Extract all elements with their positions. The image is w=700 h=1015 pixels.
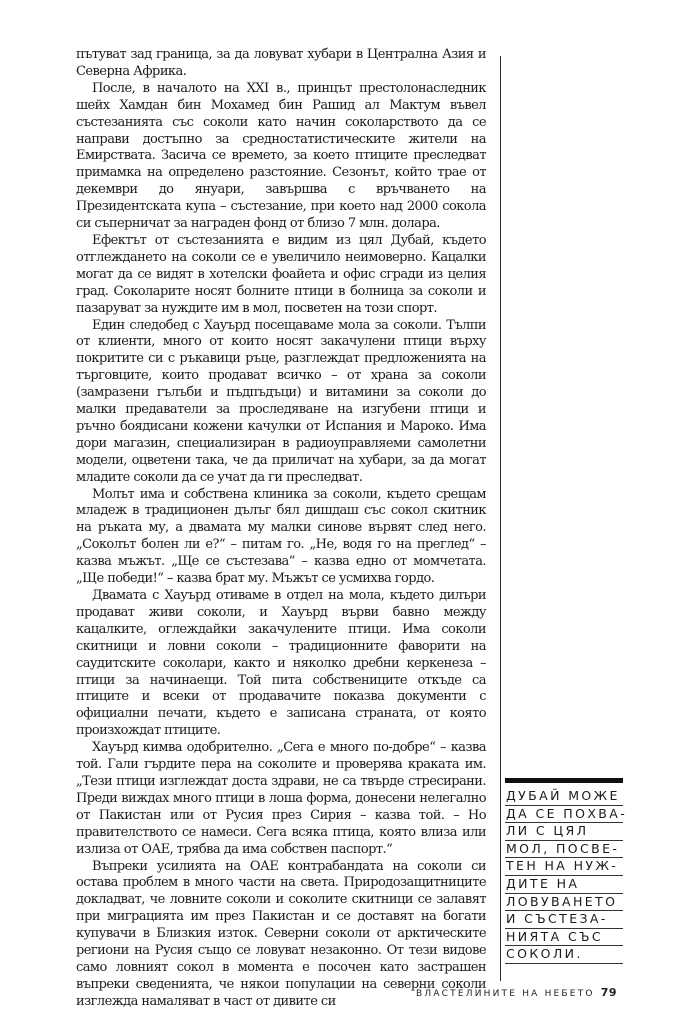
paragraph-2: После, в началото на XXI в., принцът престолонаследник шейх Хамдан бин Мохамед бин Рашид ал Мактум въвел състезанията със соколи като начин соколарството да се направи достъпно за средностатистическите жители на Емирствата. Засича се времето, за което птиците преследват примамка на определено разстояние. Сезонът, който трае от декември до януари, завършва с връчването на Президентската купа – състезание, при което над 2000 сокола си съперничат за награден фонд от близо 7 млн. долара. [76, 80, 486, 232]
paragraph-6: Двамата с Хауърд отиваме в отдел на мола, където дилъри продават живи соколи, и Хауърд върви бавно между кацалките, оглеждайки закачулените птици. Има соколи скитници и ловни соколи – традиционните фаворити на саудитските соколари, както и няколко дребни керкенеза – птици за начинаещи. Той пита собствениците откъде са птиците и всеки от продавачите показва документи с официални печати, където е записана страната, от която произхождат птиците. [76, 588, 486, 739]
running-title: ВЛАСТЕЛИНИТЕ НА НЕБЕТО [415, 989, 595, 999]
pull-quote-line: И СЪСТЕЗА- [505, 911, 623, 929]
article-body [76, 47, 486, 1011]
pull-quote-line: МОЛ, ПОСВЕ- [505, 841, 623, 859]
pull-quote-line: СОКОЛИ. [505, 946, 623, 964]
pull-quote-line: НИЯТА СЪС [505, 929, 623, 947]
paragraph-5: Молът има и собствена клиника за соколи, където срещам младеж в традиционен дълъг бял дишдаш със сокол скитник на ръката му, а двамата му малки синове вървят след него. „Соколът болен ли е?“ – питам го. „Не, водя го на преглед“ – казва мъжът. „Ще се състезава“ – казва едно от момчетата. „Ще победи!“ – казва брат му. Мъжът се усмихва гордо. [76, 486, 486, 587]
pull-quote-line: ДА СЕ ПОХВА- [505, 806, 623, 824]
pull-quote-line: ЛОВУВАНЕТО [505, 894, 623, 912]
pull-quote [505, 778, 628, 964]
pull-quote-line: ДУБАЙ МОЖЕ [505, 788, 623, 806]
paragraph-3: Ефектът от състезанията е видим из цял Дубай, където отглеждането на соколи се е увеличило неимоверно. Кацалки могат да се видят в хотелски фоайета и офис сгради из целия град. Соколарите носят болните птици в болница за соколи и пазаруват за нуждите им в мол, посветен на този спорт. [76, 232, 486, 316]
paragraph-7: Хауърд кимва одобрително. „Сега е много по-добре“ – казва той. Гали гърдите пера на соколите и проверява краката им. „Тези птици изглеждат доста здрави, не са твърде стресирани. Преди виждах много птици в лоша форма, донесени нелегално от Пакистан или от Русия през Сирия – казва той. – Но правителството се намеси. Сега всяка птица, която влиза или излиза от ОАЕ, трябва да има собствен паспорт.“ [76, 740, 486, 857]
page-number: 79 [600, 986, 617, 999]
column-divider [500, 56, 501, 981]
paragraph-8: Въпреки усилията на ОАЕ контрабандата на соколи си остава проблем в много части на света. Природозащитниците докладват, че ловните соколи и соколите скитници се залавят при миграцията им през Пакистан и се доставят на богати купувачи в Близкия изток. Северни соколи от арктическите региони на Русия също се ловуват незаконно. От тези видове само ловният сокол в момента е посочен като застрашен въпреки сведенията, че някои популации на северни соколи изглежда намаляват в част от дивите си [76, 858, 486, 1009]
pull-quote-line: ЛИ С ЦЯЛ [505, 823, 623, 841]
pull-quote-bar [505, 778, 623, 783]
pull-quote-line: ДИТЕ НА [505, 876, 623, 894]
paragraph-1: пътуват зад граница, за да ловуват хубари в Централна Азия и Северна Африка. [76, 47, 486, 79]
paragraph-4: Един следобед с Хауърд посещаваме мола за соколи. Тълпи от клиенти, много от които носят закачулени птици върху покритите си с ръкавици ръце, разглеждат предложенията на търговците, които продават всичко – от храна за соколи (замразени гълъби и пъдпъдъци) и витамини за соколи до малки предаватели за проследяване на изгубени птици и ръчно боядисани кожени качулки от Испания и Мароко. Има дори магазин, специализиран в радиоуправляеми самолетни модели, оцветени така, че да приличат на хубари, за да могат младите соколи да се учат да ги преследват. [76, 317, 486, 485]
pull-quote-line: ТЕН НА НУЖ- [505, 858, 623, 876]
page-footer [416, 986, 617, 999]
